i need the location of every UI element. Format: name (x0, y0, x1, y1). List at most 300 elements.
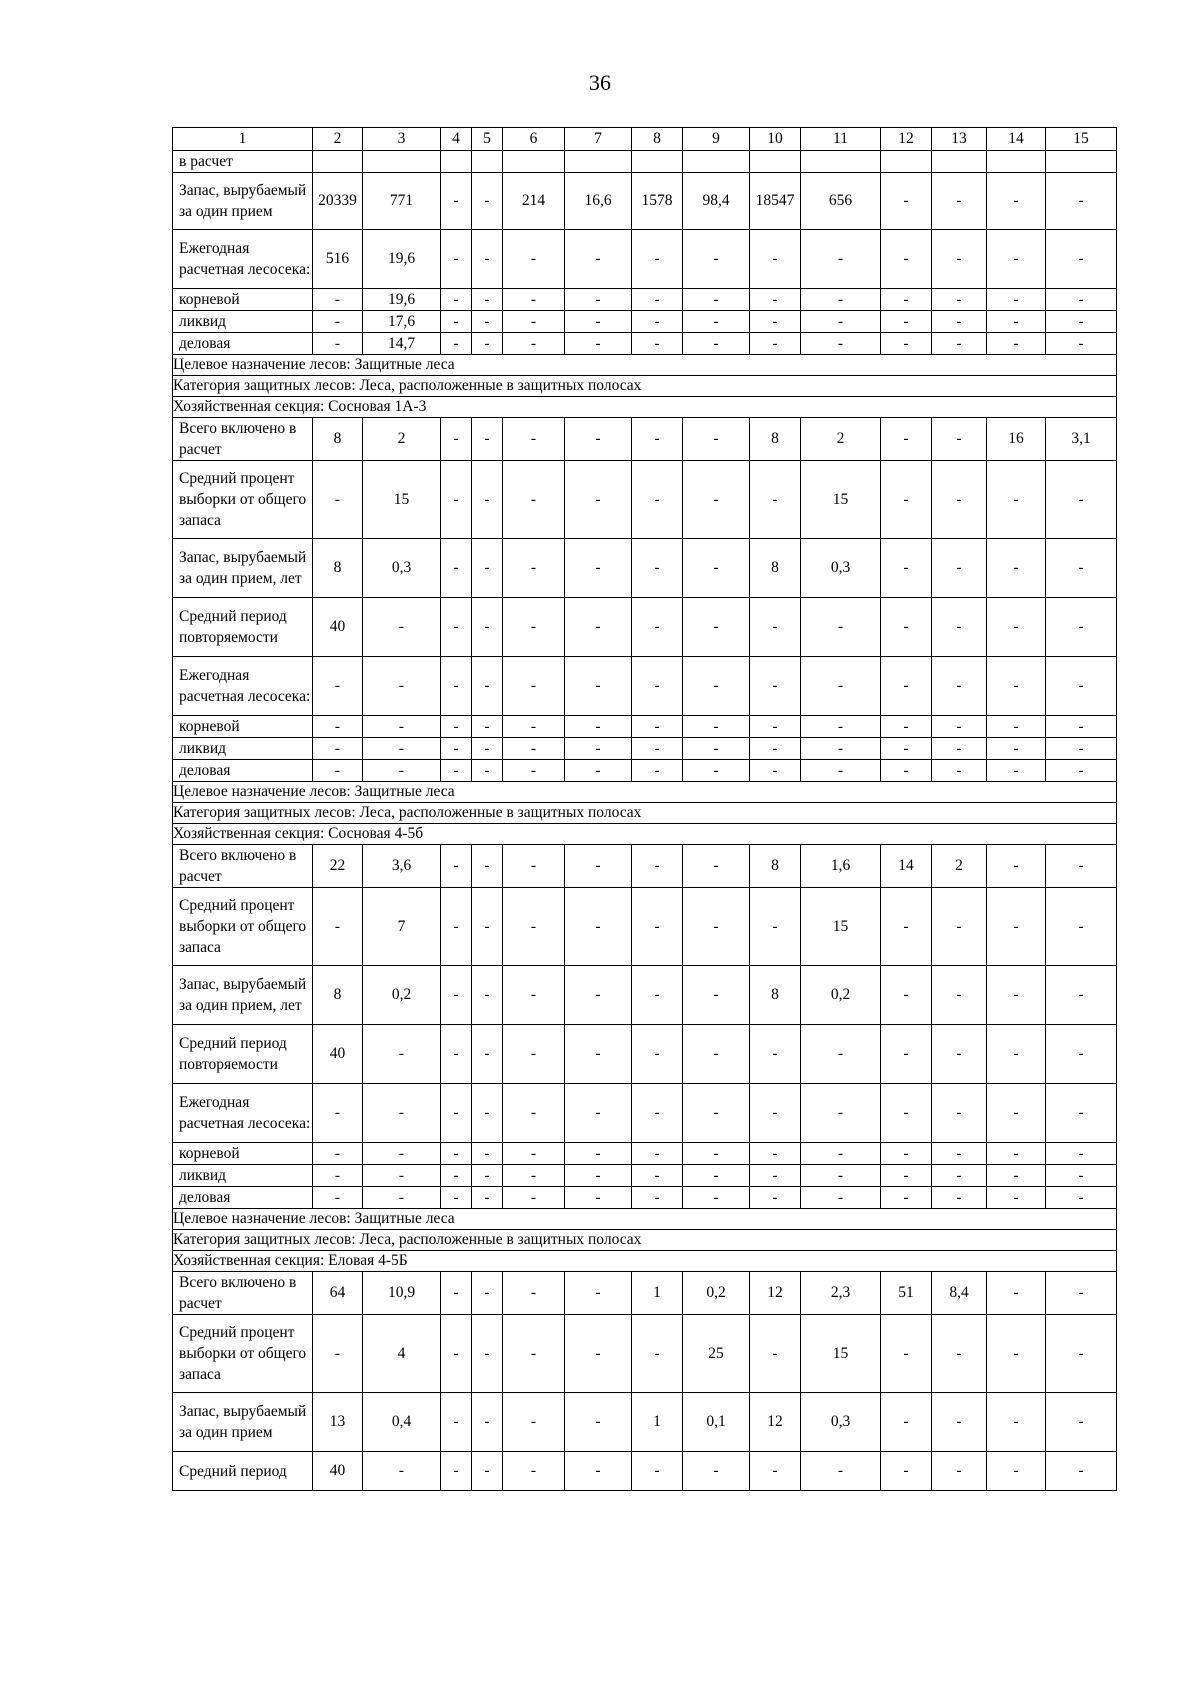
table-cell (565, 151, 632, 173)
table-cell: 8 (750, 418, 801, 461)
table-cell: - (932, 738, 987, 760)
table-cell: - (881, 1143, 932, 1165)
table-cell: - (932, 1143, 987, 1165)
table-cell: - (441, 1143, 472, 1165)
table-cell: 8 (313, 966, 363, 1025)
table-row (173, 1452, 1117, 1491)
row-label: корневой (173, 289, 313, 311)
table-cell: - (987, 1143, 1046, 1165)
table-row (173, 173, 1117, 230)
table-cell: 8 (313, 418, 363, 461)
table-cell: 8 (750, 845, 801, 888)
table-cell: - (313, 333, 363, 355)
table-cell: - (441, 289, 472, 311)
table-cell: 98,4 (683, 173, 750, 230)
table-cell: - (881, 289, 932, 311)
table-cell (632, 151, 683, 173)
table-cell: 16 (987, 418, 1046, 461)
table-cell: - (987, 1452, 1046, 1491)
table-cell: - (987, 461, 1046, 539)
table-cell: - (632, 716, 683, 738)
table-cell: - (881, 760, 932, 782)
table-cell: 8,4 (932, 1272, 987, 1315)
table-cell: - (472, 1025, 503, 1084)
table-cell: - (503, 1452, 565, 1491)
table-cell: - (881, 333, 932, 355)
table-cell: - (987, 1315, 1046, 1393)
table-cell: - (503, 845, 565, 888)
table-cell: - (472, 1315, 503, 1393)
column-number-15: 15 (1046, 128, 1117, 151)
table-row (173, 151, 1117, 173)
table-cell: - (1046, 966, 1117, 1025)
column-number-4: 4 (441, 128, 472, 151)
table-cell: - (750, 1084, 801, 1143)
table-cell: - (932, 1393, 987, 1452)
table-cell: - (750, 760, 801, 782)
table-cell: - (503, 1143, 565, 1165)
row-label: Средний период (173, 1452, 313, 1491)
table-cell: - (987, 888, 1046, 966)
table-cell: - (932, 333, 987, 355)
table-cell: - (1046, 539, 1117, 598)
table-cell: - (801, 230, 881, 289)
table-cell: 18547 (750, 173, 801, 230)
column-number-14: 14 (987, 128, 1046, 151)
section-heading-row (173, 1230, 1117, 1251)
section-heading-row (173, 803, 1117, 824)
table-cell: - (363, 598, 441, 657)
table-cell: - (801, 1025, 881, 1084)
table-cell: - (987, 311, 1046, 333)
column-number-6: 6 (503, 128, 565, 151)
table-cell: 4 (363, 1315, 441, 1393)
table-cell: - (503, 738, 565, 760)
table-cell: - (750, 1165, 801, 1187)
table-cell: - (932, 888, 987, 966)
table-cell: - (565, 598, 632, 657)
table-cell: - (801, 598, 881, 657)
table-cell: - (881, 716, 932, 738)
table-cell: - (472, 418, 503, 461)
table-cell: - (632, 1025, 683, 1084)
section-heading: Целевое назначение лесов: Защитные леса (173, 782, 1117, 803)
table-cell: - (503, 289, 565, 311)
column-number-12: 12 (881, 128, 932, 151)
section-heading: Хозяйственная секция: Сосновая 1А-3 (173, 397, 1117, 418)
table-cell: - (881, 1393, 932, 1452)
table-row (173, 289, 1117, 311)
table-cell: - (801, 1452, 881, 1491)
section-heading-row (173, 782, 1117, 803)
table-cell: - (363, 1084, 441, 1143)
row-label: Средний период повторяемости (173, 598, 313, 657)
table-cell: - (1046, 1272, 1117, 1315)
table-cell: - (565, 760, 632, 782)
section-heading-row (173, 355, 1117, 376)
table-cell: - (313, 289, 363, 311)
table-cell: 12 (750, 1272, 801, 1315)
table-cell: - (1046, 760, 1117, 782)
table-cell: - (932, 1025, 987, 1084)
table-cell: 25 (683, 1315, 750, 1393)
table-cell: - (987, 1084, 1046, 1143)
table-cell: - (801, 760, 881, 782)
table-cell: - (683, 1143, 750, 1165)
table-cell: - (1046, 461, 1117, 539)
table-cell: - (750, 888, 801, 966)
table-cell: - (987, 760, 1046, 782)
table-cell: - (503, 1272, 565, 1315)
table-cell: - (932, 716, 987, 738)
row-label: Ежегодная расчетная лесосека: (173, 230, 313, 289)
table-cell: - (632, 966, 683, 1025)
section-heading: Хозяйственная секция: Сосновая 4-5б (173, 824, 1117, 845)
table-cell: - (683, 760, 750, 782)
table-cell: - (472, 289, 503, 311)
table-cell: 15 (801, 461, 881, 539)
table-cell: 10,9 (363, 1272, 441, 1315)
table-cell: - (632, 539, 683, 598)
table-cell: - (313, 738, 363, 760)
table-cell: - (750, 716, 801, 738)
table-cell: - (932, 311, 987, 333)
table-cell: 40 (313, 1452, 363, 1491)
table-cell (932, 151, 987, 173)
table-cell: - (1046, 1025, 1117, 1084)
table-cell: - (987, 1165, 1046, 1187)
row-label: Запас, вырубаемый за один прием, лет (173, 539, 313, 598)
table-cell: - (881, 888, 932, 966)
table-cell: - (565, 230, 632, 289)
row-label: корневой (173, 716, 313, 738)
table-cell: - (932, 966, 987, 1025)
table-cell: 17,6 (363, 311, 441, 333)
table-cell: - (632, 760, 683, 782)
table-cell: - (632, 418, 683, 461)
table-cell: - (987, 173, 1046, 230)
table-cell: - (313, 311, 363, 333)
row-label: деловая (173, 1187, 313, 1209)
table-cell: - (565, 418, 632, 461)
table-cell: 14 (881, 845, 932, 888)
table-cell: - (472, 1165, 503, 1187)
table-cell: - (472, 1187, 503, 1209)
table-row (173, 418, 1117, 461)
forest-allocation-table (172, 127, 1117, 1491)
table-cell: - (881, 1315, 932, 1393)
table-row (173, 333, 1117, 355)
table-cell: - (881, 230, 932, 289)
table-cell: 3,6 (363, 845, 441, 888)
table-cell: - (441, 333, 472, 355)
table-cell: 2,3 (801, 1272, 881, 1315)
table-cell: - (472, 760, 503, 782)
table-cell: - (881, 738, 932, 760)
table-cell: - (503, 598, 565, 657)
table-cell: - (881, 418, 932, 461)
table-cell: - (441, 1452, 472, 1491)
table-cell: - (313, 1187, 363, 1209)
section-heading: Хозяйственная секция: Еловая 4-5Б (173, 1251, 1117, 1272)
table-cell: - (632, 289, 683, 311)
table-cell: 3,1 (1046, 418, 1117, 461)
table-cell: - (565, 1315, 632, 1393)
table-cell: - (801, 657, 881, 716)
table-cell: - (503, 1165, 565, 1187)
table-cell: - (472, 845, 503, 888)
table-cell: - (750, 1025, 801, 1084)
table-cell: - (801, 333, 881, 355)
table-cell: - (363, 1187, 441, 1209)
table-cell: 15 (801, 888, 881, 966)
table-cell: - (441, 1393, 472, 1452)
table-cell: - (363, 1025, 441, 1084)
row-label: ликвид (173, 738, 313, 760)
table-cell: - (632, 311, 683, 333)
table-cell: 0,3 (801, 539, 881, 598)
table-cell: - (472, 1143, 503, 1165)
table-cell: - (472, 657, 503, 716)
table-cell: - (632, 1143, 683, 1165)
table-row (173, 1025, 1117, 1084)
table-cell: - (932, 461, 987, 539)
table-cell: - (441, 845, 472, 888)
row-label: Всего включено в расчет (173, 845, 313, 888)
table-cell: - (565, 1165, 632, 1187)
table-cell: - (683, 738, 750, 760)
table-cell: - (441, 461, 472, 539)
table-cell: 7 (363, 888, 441, 966)
table-row (173, 966, 1117, 1025)
table-cell: - (683, 311, 750, 333)
table-cell: 13 (313, 1393, 363, 1452)
table-cell: - (1046, 1393, 1117, 1452)
table-cell: - (683, 657, 750, 716)
column-number-13: 13 (932, 128, 987, 151)
table-row (173, 230, 1117, 289)
table-cell: - (987, 1187, 1046, 1209)
table-cell: - (363, 1452, 441, 1491)
section-heading-row (173, 376, 1117, 397)
table-cell: - (565, 1393, 632, 1452)
table-cell: - (750, 230, 801, 289)
table-cell: 8 (313, 539, 363, 598)
table-cell: - (750, 1315, 801, 1393)
table-cell: - (632, 1187, 683, 1209)
row-label: деловая (173, 333, 313, 355)
section-heading-row (173, 1251, 1117, 1272)
table-cell (1046, 151, 1117, 173)
table-cell: - (632, 598, 683, 657)
table-cell: - (503, 966, 565, 1025)
table-cell: - (881, 966, 932, 1025)
table-cell: - (1046, 311, 1117, 333)
table-cell: - (932, 598, 987, 657)
row-label: Запас, вырубаемый за один прием, лет (173, 966, 313, 1025)
table-cell: - (801, 289, 881, 311)
table-cell: - (750, 461, 801, 539)
table-cell: - (750, 657, 801, 716)
table-cell: - (683, 845, 750, 888)
table-cell: 15 (801, 1315, 881, 1393)
table-cell: - (313, 1084, 363, 1143)
row-label: Средний процент выборки от общего запаса (173, 1315, 313, 1393)
table-cell: 64 (313, 1272, 363, 1315)
table-cell (881, 151, 932, 173)
table-cell: - (932, 1084, 987, 1143)
table-cell: - (987, 1272, 1046, 1315)
table-cell: - (987, 539, 1046, 598)
table-row (173, 1165, 1117, 1187)
table-cell: - (987, 1025, 1046, 1084)
column-number-8: 8 (632, 128, 683, 151)
table-body (173, 128, 1117, 1491)
table-cell: - (881, 539, 932, 598)
table-cell: - (503, 418, 565, 461)
table-cell: - (313, 716, 363, 738)
table-cell: - (472, 1452, 503, 1491)
table-cell: - (632, 1452, 683, 1491)
table-cell: - (987, 845, 1046, 888)
table-cell: - (441, 888, 472, 966)
table-row (173, 845, 1117, 888)
table-cell: - (683, 966, 750, 1025)
table-cell: - (632, 738, 683, 760)
table-cell: - (441, 173, 472, 230)
table-cell: - (441, 1315, 472, 1393)
table-cell: - (881, 311, 932, 333)
table-cell: - (932, 230, 987, 289)
row-label: ликвид (173, 311, 313, 333)
table-cell: - (441, 598, 472, 657)
table-cell: - (441, 1025, 472, 1084)
row-label: Средний период повторяемости (173, 1025, 313, 1084)
table-cell: - (750, 311, 801, 333)
table-row (173, 1272, 1117, 1315)
table-cell: - (472, 173, 503, 230)
table-cell: 0,2 (363, 966, 441, 1025)
table-cell: 214 (503, 173, 565, 230)
section-heading: Категория защитных лесов: Леса, расположенные в защитных полосах (173, 376, 1117, 397)
table-cell: - (441, 230, 472, 289)
table-cell: - (632, 1315, 683, 1393)
table-cell: - (472, 738, 503, 760)
table-cell: - (565, 657, 632, 716)
table-cell: - (987, 598, 1046, 657)
table-cell: - (565, 461, 632, 539)
row-label: корневой (173, 1143, 313, 1165)
table-cell: - (683, 1084, 750, 1143)
table-cell: - (472, 1084, 503, 1143)
table-row (173, 311, 1117, 333)
table-cell: 516 (313, 230, 363, 289)
table-cell (750, 151, 801, 173)
table-cell: - (881, 657, 932, 716)
table-cell: - (1046, 1143, 1117, 1165)
table-cell: - (683, 598, 750, 657)
table-cell: - (632, 657, 683, 716)
table-cell (683, 151, 750, 173)
table-cell: 771 (363, 173, 441, 230)
table-cell: - (987, 289, 1046, 311)
table-cell: - (441, 716, 472, 738)
table-cell: 19,6 (363, 289, 441, 311)
table-cell: - (565, 888, 632, 966)
table-row (173, 1187, 1117, 1209)
table-cell: - (801, 1187, 881, 1209)
section-heading-row (173, 397, 1117, 418)
table-cell: - (565, 289, 632, 311)
table-cell: - (683, 1025, 750, 1084)
table-cell: - (750, 738, 801, 760)
table-cell: 0,3 (363, 539, 441, 598)
column-number-9: 9 (683, 128, 750, 151)
table-cell: - (932, 289, 987, 311)
table-cell: - (750, 289, 801, 311)
page-number: 36 (589, 70, 611, 95)
table-cell: - (683, 1165, 750, 1187)
table-cell: - (313, 888, 363, 966)
table-cell: - (503, 1084, 565, 1143)
section-heading: Целевое назначение лесов: Защитные леса (173, 355, 1117, 376)
table-cell: - (1046, 173, 1117, 230)
table-cell: - (503, 1187, 565, 1209)
table-cell: - (881, 1452, 932, 1491)
table-cell: 0,2 (801, 966, 881, 1025)
table-cell: - (881, 598, 932, 657)
table-cell: - (1046, 289, 1117, 311)
table-cell: - (565, 738, 632, 760)
table-cell: 656 (801, 173, 881, 230)
table-row (173, 888, 1117, 966)
table-cell: - (881, 1025, 932, 1084)
table-cell: - (632, 888, 683, 966)
table-row (173, 1084, 1117, 1143)
table-cell: - (801, 738, 881, 760)
table-cell: - (472, 888, 503, 966)
table-cell: - (1046, 888, 1117, 966)
column-number-3: 3 (363, 128, 441, 151)
table-cell: - (881, 1187, 932, 1209)
table-cell: - (313, 461, 363, 539)
row-label: Запас, вырубаемый за один прием (173, 173, 313, 230)
table-row (173, 738, 1117, 760)
table-cell: 15 (363, 461, 441, 539)
table-cell: - (441, 966, 472, 1025)
table-row (173, 1315, 1117, 1393)
table-cell: 0,4 (363, 1393, 441, 1452)
table-cell: - (503, 760, 565, 782)
table-cell: - (750, 1143, 801, 1165)
table-cell: - (932, 173, 987, 230)
table-cell (987, 151, 1046, 173)
table-cell: - (313, 1315, 363, 1393)
table-cell: - (313, 1165, 363, 1187)
table-cell: - (472, 311, 503, 333)
table-cell: - (441, 539, 472, 598)
table-cell: - (987, 333, 1046, 355)
table-cell (503, 151, 565, 173)
table-cell: - (683, 716, 750, 738)
table-cell: - (503, 230, 565, 289)
table-cell (441, 151, 472, 173)
table-cell: - (1046, 845, 1117, 888)
table-cell: - (503, 657, 565, 716)
table-cell: - (632, 230, 683, 289)
table-cell: - (472, 716, 503, 738)
column-number-10: 10 (750, 128, 801, 151)
